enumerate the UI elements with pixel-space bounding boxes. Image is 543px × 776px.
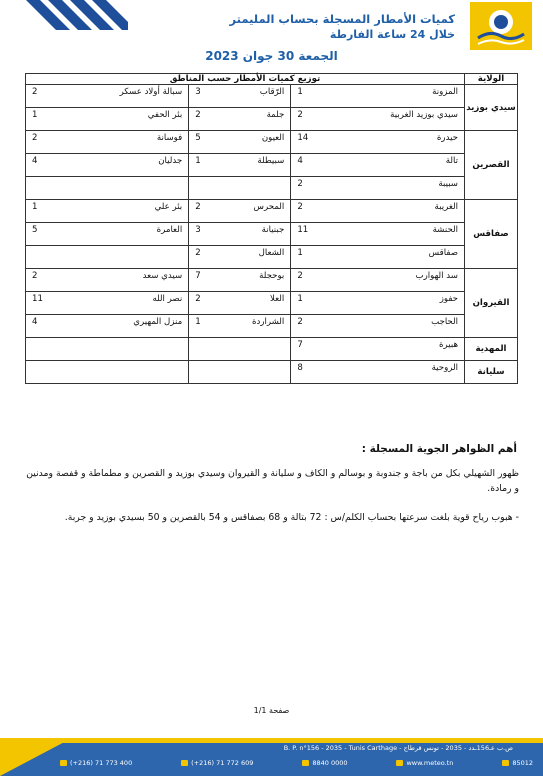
region-entry — [291, 108, 464, 120]
region-name: العامرة — [156, 225, 183, 235]
region-entry — [291, 292, 464, 304]
rainfall-value: 7 — [297, 340, 303, 350]
region-name: الحنشة — [432, 225, 458, 235]
region-cell — [189, 361, 291, 384]
region-name: المزونة — [432, 87, 458, 97]
region-cell — [26, 315, 189, 338]
region-entry — [291, 85, 464, 97]
governorate-cell: صفاقس — [465, 200, 518, 269]
phenomena-paragraph-2: - هبوب رياح قوية بلغت سرعتها بحساب الكلم/س : 72 بتالة و 68 بصفاقس و 54 بالقصرين و 50 بسيدي بوزيد و جربة. — [64, 512, 519, 523]
region-name: منزل المهيري — [133, 317, 183, 327]
region-entry — [26, 223, 188, 235]
region-cell — [189, 338, 291, 361]
region-name: بوحجلة — [259, 271, 285, 281]
region-entry — [291, 315, 464, 327]
table-row — [26, 315, 518, 338]
rainfall-value: 1 — [297, 87, 303, 97]
rainfall-value: 3 — [195, 225, 201, 235]
table-row — [26, 292, 518, 315]
region-cell — [26, 361, 189, 384]
region-entry — [26, 131, 188, 143]
region-entry — [189, 177, 290, 179]
region-name: سبيطلة — [257, 156, 285, 166]
region-name: جلمة — [266, 110, 285, 120]
footer-phone-2 — [181, 759, 253, 767]
rainfall-value: 2 — [32, 271, 38, 281]
region-cell — [291, 85, 465, 108]
rainfall-value: 4 — [32, 156, 38, 166]
region-name: الشعال — [258, 248, 285, 258]
footer-contacts — [60, 759, 533, 767]
region-entry — [26, 361, 188, 363]
region-entry — [291, 200, 464, 212]
footer-phone-3-text: 8840 0000 — [312, 759, 348, 767]
region-name: سيدي بوزيد الغربية — [390, 110, 458, 120]
region-entry — [189, 154, 290, 166]
table-row — [26, 269, 518, 292]
region-name: العيون — [261, 133, 285, 143]
region-cell — [291, 154, 465, 177]
region-entry — [291, 361, 464, 373]
region-name: بئر علي — [154, 202, 183, 212]
rainfall-value: 2 — [195, 294, 201, 304]
region-entry — [26, 200, 188, 212]
rainfall-value: 1 — [297, 294, 303, 304]
region-cell — [291, 292, 465, 315]
col-header-governorate: الولاية — [465, 74, 518, 85]
rainfall-value: 3 — [195, 87, 201, 97]
region-entry — [291, 246, 464, 258]
region-name: سد الهوارب — [415, 271, 458, 281]
region-name: الرّقاب — [259, 87, 285, 97]
region-entry — [189, 85, 290, 97]
region-cell — [291, 361, 465, 384]
fax-icon — [181, 760, 188, 766]
region-entry — [291, 269, 464, 281]
region-cell — [189, 154, 291, 177]
region-entry — [189, 361, 290, 363]
region-entry — [26, 338, 188, 340]
region-entry — [26, 154, 188, 166]
sms-icon — [502, 760, 509, 766]
table-row — [26, 85, 518, 108]
region-entry — [189, 200, 290, 212]
rainfall-value: 1 — [32, 202, 38, 212]
region-name: الغريبة — [434, 202, 458, 212]
decorative-stripes — [18, 0, 128, 45]
region-name: المحرس — [253, 202, 285, 212]
region-entry — [291, 223, 464, 235]
region-name: جبنيانة — [261, 225, 285, 235]
region-entry — [291, 154, 464, 166]
region-entry — [291, 338, 464, 350]
region-entry — [26, 177, 188, 179]
region-name: العلا — [270, 294, 285, 304]
header-subtitle: خلال 24 ساعة الفارطة — [329, 28, 455, 41]
region-entry — [189, 223, 290, 235]
rainfall-value: 2 — [195, 202, 201, 212]
region-cell — [26, 85, 189, 108]
region-entry — [26, 269, 188, 281]
rainfall-value: 4 — [32, 317, 38, 327]
rainfall-value: 2 — [297, 271, 303, 281]
region-cell — [26, 177, 189, 200]
globe-icon — [396, 760, 403, 766]
table-row — [26, 108, 518, 131]
region-name: حفوز — [439, 294, 458, 304]
region-cell — [189, 246, 291, 269]
table-row — [26, 131, 518, 154]
col-header-distribution: توزيع كميات الأمطار حسب المناطق — [26, 74, 465, 85]
region-cell — [26, 131, 189, 154]
region-cell — [291, 131, 465, 154]
region-name: الروحية — [431, 363, 458, 373]
footer-phone-1-text: (+216) 71 773 400 — [70, 759, 133, 767]
footer-yellow-wedge — [0, 738, 72, 776]
region-entry — [26, 246, 188, 248]
region-entry — [291, 131, 464, 143]
rainfall-value: 1 — [195, 156, 201, 166]
region-cell — [291, 200, 465, 223]
region-entry — [189, 269, 290, 281]
governorate-cell: المهدية — [465, 338, 518, 361]
rainfall-value: 2 — [297, 202, 303, 212]
rainfall-value: 2 — [32, 87, 38, 97]
region-cell — [189, 131, 291, 154]
footer-sms — [502, 759, 533, 767]
region-cell — [189, 177, 291, 200]
meteo-logo-icon — [470, 2, 532, 50]
region-name: حيدرة — [436, 133, 458, 143]
footer-phone-3 — [302, 759, 347, 767]
region-name: صفاقس — [428, 248, 458, 258]
governorate-cell: القصرين — [465, 131, 518, 200]
region-cell — [291, 338, 465, 361]
rainfall-value: 5 — [32, 225, 38, 235]
footer-website-text[interactable]: www.meteo.tn — [406, 759, 454, 767]
region-cell — [189, 108, 291, 131]
footer-sms-text: 85012 — [512, 759, 533, 767]
region-entry — [189, 246, 290, 258]
rainfall-value: 1 — [195, 317, 201, 327]
region-cell — [26, 223, 189, 246]
page-number: صفحة 1/1 — [253, 706, 290, 715]
region-cell — [291, 315, 465, 338]
region-name: سبيبة — [438, 179, 458, 189]
region-cell — [26, 338, 189, 361]
region-name: جدليان — [158, 156, 183, 166]
region-cell — [189, 223, 291, 246]
rainfall-value: 1 — [32, 110, 38, 120]
header-title: كميات الأمطار المسجلة بحساب المليمتر — [229, 12, 455, 26]
footer-phone-1 — [60, 759, 132, 767]
rainfall-value: 8 — [297, 363, 303, 373]
region-name: بئر الحفي — [147, 110, 183, 120]
region-entry — [291, 177, 464, 189]
region-cell — [291, 223, 465, 246]
region-cell — [291, 177, 465, 200]
phone-icon — [60, 760, 67, 766]
region-cell — [26, 154, 189, 177]
region-entry — [189, 338, 290, 340]
table-row — [26, 154, 518, 177]
region-entry — [189, 292, 290, 304]
footer-phone-2-text: (+216) 71 772 609 — [191, 759, 254, 767]
region-cell — [189, 269, 291, 292]
table-row — [26, 177, 518, 200]
region-cell — [189, 85, 291, 108]
region-entry — [189, 131, 290, 143]
region-cell — [26, 108, 189, 131]
region-name: فوسانة — [156, 133, 183, 143]
region-cell — [26, 200, 189, 223]
rainfall-value: 2 — [195, 110, 201, 120]
phenomena-paragraph-1: ظهور الشهيلي بكل من باجة و جندوبة و بوسالم و الكاف و سليانة و القيروان وسيدي بوزيد و القصرين و مطماطة و قفصة ومدنين و رمادة. — [26, 468, 519, 494]
region-cell — [291, 269, 465, 292]
region-entry — [189, 315, 290, 327]
region-entry — [26, 85, 188, 97]
phenomena-title: أهم الظواهر الجوية المسجلة : — [361, 443, 517, 455]
rainfall-value: 2 — [297, 110, 303, 120]
region-name: نصر الله — [152, 294, 183, 304]
region-cell — [26, 269, 189, 292]
table-body — [26, 85, 518, 384]
region-cell — [291, 108, 465, 131]
region-name: سيدي سعد — [142, 271, 183, 281]
footer — [0, 738, 543, 776]
governorate-cell: سليانة — [465, 361, 518, 384]
rainfall-value: 2 — [297, 179, 303, 189]
region-cell — [291, 246, 465, 269]
region-cell — [189, 292, 291, 315]
region-name: سبالة أولاد عسكر — [119, 87, 183, 97]
rainfall-value: 2 — [297, 317, 303, 327]
region-name: هبيرة — [439, 340, 458, 350]
region-cell — [189, 200, 291, 223]
rainfall-value: 14 — [297, 133, 309, 143]
governorate-cell: سيدي بوزيد — [465, 85, 518, 131]
region-name: الشراردة — [252, 317, 285, 327]
table-row — [26, 361, 518, 384]
region-entry — [26, 108, 188, 120]
region-cell — [26, 292, 189, 315]
table-row — [26, 200, 518, 223]
region-name: الحاجب — [431, 317, 458, 327]
region-entry — [26, 292, 188, 304]
rainfall-value: 1 — [297, 248, 303, 258]
region-entry — [189, 108, 290, 120]
governorate-cell: القيروان — [465, 269, 518, 338]
region-name: تالة — [445, 156, 458, 166]
rainfall-value: 11 — [297, 225, 309, 235]
rainfall-value: 2 — [32, 133, 38, 143]
region-cell — [26, 246, 189, 269]
rainfall-value: 7 — [195, 271, 201, 281]
phone-free-icon — [302, 760, 309, 766]
footer-yellow-band — [0, 738, 543, 743]
table-row — [26, 223, 518, 246]
footer-website[interactable] — [396, 759, 453, 767]
table-row — [26, 246, 518, 269]
region-entry — [26, 315, 188, 327]
rainfall-table — [25, 73, 518, 384]
rainfall-value: 2 — [195, 248, 201, 258]
date-line: الجمعة 30 جوان 2023 — [205, 49, 338, 63]
rainfall-value: 4 — [297, 156, 303, 166]
rainfall-value: 11 — [32, 294, 43, 304]
footer-address: B. P. n°156 - 2035 - Tunis Carthage - ص.ب عـ156ـدد - 2035 - تونس قرطاج — [283, 744, 513, 752]
region-cell — [189, 315, 291, 338]
table-row — [26, 338, 518, 361]
rainfall-value: 5 — [195, 133, 201, 143]
